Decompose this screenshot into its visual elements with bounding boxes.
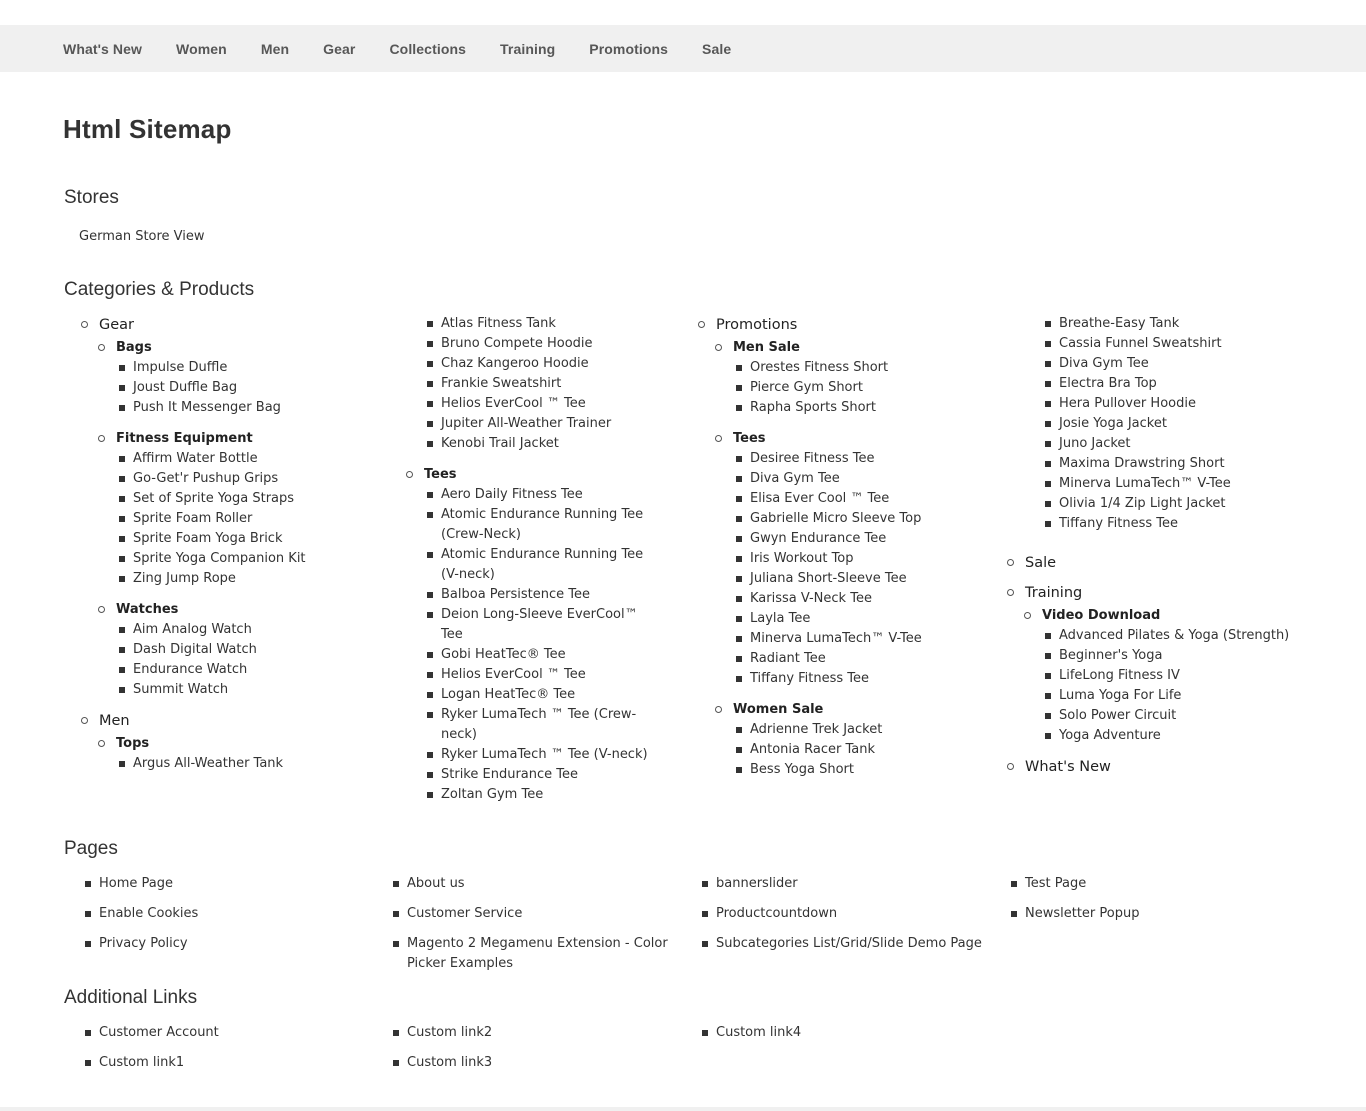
product-link[interactable]: Bruno Compete Hoodie [441,336,593,351]
subcategory-watches [116,599,364,700]
product-item [133,549,364,569]
product-item [750,669,981,689]
subcategory-women-sale [733,699,981,780]
product-item [441,745,654,765]
product-link[interactable]: Go-Get'r Pushup Grips [133,471,279,486]
product-item [133,398,364,418]
product-link[interactable]: Ryker LumaTech ™ Tee (Crew-neck) [441,707,637,742]
circle-bullet-icon [1024,612,1031,619]
page-item [407,874,672,894]
page-item [716,934,991,954]
product-item [1059,374,1290,394]
product-link[interactable]: Gwyn Endurance Tee [750,531,887,546]
product-link[interactable]: Minerva LumaTech™ V-Tee [1059,476,1231,491]
product-item [750,529,981,549]
product-link[interactable]: Joust Duffle Bag [133,380,238,395]
product-item [750,549,981,569]
circle-bullet-icon [715,435,722,442]
page-link[interactable]: Subcategories List/Grid/Slide Demo Page [716,936,982,951]
subcategory-link[interactable]: Tops [116,736,150,751]
page-item [1025,874,1290,894]
product-item [750,489,981,509]
nav-promotions[interactable]: Promotions [589,40,669,57]
product-link[interactable]: Josie Yoga Jacket [1059,416,1167,431]
product-item [1059,626,1290,646]
nav-collections[interactable]: Collections [389,40,467,57]
circle-bullet-icon [698,321,705,328]
circle-bullet-icon [81,717,88,724]
category-tree [64,314,364,774]
product-link[interactable]: Gobi HeatTec® Tee [441,647,566,662]
product-link[interactable]: Argus All-Weather Tank [133,756,284,771]
women-sale-continued-list [1042,314,1290,534]
product-item [441,434,682,454]
product-item [441,314,682,334]
footer-divider [0,1107,1366,1111]
product-item [133,509,364,529]
product-link[interactable]: Hera Pullover Hoodie [1059,396,1196,411]
category-sale [1025,552,1290,574]
product-item [441,545,654,585]
product-link[interactable]: Logan HeatTec® Tee [441,687,576,702]
product-link[interactable]: Chaz Kangeroo Hoodie [441,356,589,371]
subcategory-tees [733,428,981,689]
category-link[interactable]: Gear [99,317,135,333]
product-item [1059,394,1290,414]
product-link[interactable]: Sprite Foam Roller [133,511,253,526]
additional-link[interactable]: Custom link4 [716,1025,802,1040]
category-gear [99,314,364,700]
product-item [750,740,981,760]
product-item [1059,666,1290,686]
product-link[interactable]: Orestes Fitness Short [750,360,889,375]
pages-column-3 [681,874,991,964]
product-link[interactable]: Zoltan Gym Tee [441,787,544,802]
page-link[interactable]: Test Page [1025,876,1087,891]
circle-bullet-icon [715,706,722,713]
product-link[interactable]: Iris Workout Top [750,551,854,566]
product-item [750,509,981,529]
product-link[interactable]: Radiant Tee [750,651,826,666]
product-link[interactable]: Tiffany Fitness Tee [750,671,870,686]
circle-bullet-icon [1007,559,1014,566]
page-title: Html Sitemap [63,114,232,144]
product-item [133,449,364,469]
product-link[interactable]: Aim Analog Watch [133,622,252,637]
category-link[interactable]: Men [99,713,130,729]
product-link[interactable]: Olivia 1/4 Zip Light Jacket [1059,496,1226,511]
product-link[interactable]: Yoga Adventure [1059,728,1161,743]
product-item [441,645,654,665]
additional-link-item [99,1053,364,1073]
category-promotions [716,314,981,780]
circle-bullet-icon [715,344,722,351]
categories-column-4 [990,314,1290,786]
subcategory-tees [424,464,682,805]
product-item [133,358,364,378]
product-link[interactable]: Endurance Watch [133,662,248,677]
product-item [750,649,981,669]
subcategory-link[interactable]: Fitness Equipment [116,431,253,446]
page-link[interactable]: Enable Cookies [99,906,199,921]
stores-heading: Stores [64,187,119,208]
additional-link[interactable]: Custom link2 [407,1025,493,1040]
product-item [133,620,364,640]
product-item [1059,686,1290,706]
product-link[interactable]: Aero Daily Fitness Tee [441,487,583,502]
product-item [750,720,981,740]
product-item [1059,726,1290,746]
subcategory-link[interactable]: Bags [116,340,152,355]
category-men [99,710,364,774]
page-item [1025,904,1290,924]
page-item [716,904,991,924]
product-link[interactable]: Jupiter All-Weather Trainer [441,416,612,431]
category-link[interactable]: Sale [1025,555,1057,571]
subcategory-men-sale [733,337,981,418]
additional-link-item [716,1023,981,1043]
additional-link[interactable]: Custom link3 [407,1055,493,1070]
category-link[interactable]: Promotions [716,317,798,333]
product-item [441,665,654,685]
product-link[interactable]: Maxima Drawstring Short [1059,456,1225,471]
product-item [133,378,364,398]
product-item [133,529,364,549]
product-link[interactable]: Diva Gym Tee [1059,356,1149,371]
circle-bullet-icon [81,321,88,328]
product-link[interactable]: Gabrielle Micro Sleeve Top [750,511,922,526]
product-item [1059,494,1290,514]
circle-bullet-icon [98,606,105,613]
product-link[interactable]: Summit Watch [133,682,229,697]
product-link[interactable]: LifeLong Fitness IV [1059,668,1180,683]
subcategory-link[interactable]: Tees [733,431,766,446]
product-link[interactable]: Desiree Fitness Tee [750,451,875,466]
category-training [1025,582,1290,746]
product-item [133,640,364,660]
product-link[interactable]: Set of Sprite Yoga Straps [133,491,295,506]
subcategory-link[interactable]: Watches [116,602,179,617]
product-link[interactable]: Strike Endurance Tee [441,767,579,782]
additional-links-column-3 [681,1023,981,1053]
product-link[interactable]: Bess Yoga Short [750,762,854,777]
product-link[interactable]: Diva Gym Tee [750,471,840,486]
product-item [441,354,682,374]
product-item [1059,314,1290,334]
product-item [750,449,981,469]
tops-continued-list [424,314,682,454]
top-navigation [0,25,1366,72]
product-link[interactable]: Sprite Yoga Companion Kit [133,551,306,566]
product-item [750,358,981,378]
additional-links-column-1 [64,1023,364,1083]
product-link[interactable]: Atomic Endurance Running Tee (V-neck) [441,547,644,582]
product-link[interactable]: Frankie Sweatshirt [441,376,562,391]
nav-women[interactable]: Women [176,40,227,57]
product-link[interactable]: Atomic Endurance Running Tee (Crew-Neck) [441,507,644,542]
product-link[interactable]: Advanced Pilates & Yoga (Strength) [1059,628,1290,643]
product-item [1059,454,1290,474]
product-item [750,609,981,629]
product-link[interactable]: Tiffany Fitness Tee [1059,516,1179,531]
product-item [750,469,981,489]
product-item [441,605,654,645]
nav-training[interactable]: Training [500,40,556,57]
product-link[interactable]: Karissa V-Neck Tee [750,591,872,606]
product-item [441,685,654,705]
circle-bullet-icon [406,471,413,478]
product-item [1059,334,1290,354]
additional-link[interactable]: Custom link1 [99,1055,185,1070]
product-link[interactable]: Solo Power Circuit [1059,708,1177,723]
product-item [1059,514,1290,534]
page-link[interactable]: Customer Service [407,906,523,921]
additional-link[interactable]: Customer Account [99,1025,219,1040]
subcategory-link[interactable]: Women Sale [733,702,824,717]
product-item [750,589,981,609]
nav-sale[interactable]: Sale [702,40,732,57]
subcategory-link[interactable]: Tees [424,467,457,482]
category-link[interactable]: What's New [1025,759,1111,775]
subcategory-bags [116,337,364,418]
nav-gear[interactable]: Gear [323,40,356,57]
categories-column-2 [372,314,682,815]
product-link[interactable]: Beginner's Yoga [1059,648,1163,663]
product-link[interactable]: Luma Yoga For Life [1059,688,1182,703]
circle-bullet-icon [1007,763,1014,770]
pages-column-2 [372,874,672,984]
additional-link-item [407,1023,672,1043]
product-item [1059,474,1290,494]
page-item [407,904,672,924]
product-item [441,334,682,354]
page-link[interactable]: Productcountdown [716,906,838,921]
categories-column-3 [681,314,981,790]
product-link[interactable]: Adrienne Trek Jacket [750,722,883,737]
product-link[interactable]: Layla Tee [750,611,811,626]
category-link[interactable]: Training [1025,585,1083,601]
page-item [99,904,364,924]
product-item [441,394,682,414]
store-link-german[interactable]: German Store View [79,229,205,244]
product-item [441,414,682,434]
product-link[interactable]: Sprite Foam Yoga Brick [133,531,283,546]
product-item [441,485,654,505]
product-link[interactable]: Juliana Short-Sleeve Tee [750,571,907,586]
page-link[interactable]: bannerslider [716,876,798,891]
product-item [441,374,682,394]
product-link[interactable]: Push It Messenger Bag [133,400,281,415]
product-link[interactable]: Antonia Racer Tank [750,742,875,757]
product-link[interactable]: Cassia Funnel Sweatshirt [1059,336,1222,351]
pages-heading: Pages [64,838,118,859]
product-item [1059,646,1290,666]
product-item [441,585,654,605]
product-item [750,760,981,780]
page-link[interactable]: About us [407,876,465,891]
product-item [441,505,654,545]
product-item [750,629,981,649]
product-item [133,680,364,700]
product-link[interactable]: Juno Jacket [1059,436,1131,451]
product-item [750,398,981,418]
product-item [441,785,654,805]
product-link[interactable]: Elisa Ever Cool ™ Tee [750,491,890,506]
product-item [1059,414,1290,434]
additional-links-column-2 [372,1023,672,1083]
product-item [441,765,654,785]
category-whats-new [1025,756,1290,778]
product-item [133,569,364,589]
product-item [750,569,981,589]
circle-bullet-icon [98,344,105,351]
product-link[interactable]: Affirm Water Bottle [133,451,258,466]
page-item [99,934,364,954]
product-link[interactable]: Dash Digital Watch [133,642,257,657]
product-link[interactable]: Balboa Persistence Tee [441,587,591,602]
page-item [99,874,364,894]
product-link[interactable]: Helios EverCool ™ Tee [441,396,586,411]
page-link[interactable]: Home Page [99,876,173,891]
product-link[interactable]: Helios EverCool ™ Tee [441,667,586,682]
page-link[interactable]: Magento 2 Megamenu Extension - Color Picker Examples [407,936,668,971]
product-link[interactable]: Rapha Sports Short [750,400,876,415]
pages-column-4 [990,874,1290,934]
page-item [407,934,672,974]
product-link[interactable]: Electra Bra Top [1059,376,1157,391]
product-link[interactable]: Ryker LumaTech ™ Tee (V-neck) [441,747,648,762]
product-link[interactable]: Atlas Fitness Tank [441,316,556,331]
subcategory-link[interactable]: Men Sale [733,340,800,355]
product-link[interactable]: Pierce Gym Short [750,380,863,395]
product-item [133,489,364,509]
page-link[interactable]: Newsletter Popup [1025,906,1140,921]
nav-men[interactable]: Men [260,40,290,57]
pages-column-1 [64,874,364,964]
circle-bullet-icon [98,740,105,747]
page-link[interactable]: Privacy Policy [99,936,188,951]
product-item [750,378,981,398]
nav-whats-new[interactable]: What's New [63,40,143,57]
product-link[interactable]: Zing Jump Rope [133,571,236,586]
categories-column-1 [64,314,364,784]
circle-bullet-icon [1007,589,1014,596]
product-item [1059,434,1290,454]
product-item [133,660,364,680]
additional-links-heading: Additional Links [64,987,198,1008]
circle-bullet-icon [98,435,105,442]
product-link[interactable]: Impulse Duffle [133,360,228,375]
additional-link-item [407,1053,672,1073]
product-link[interactable]: Minerva LumaTech™ V-Tee [750,631,922,646]
product-link[interactable]: Kenobi Trail Jacket [441,436,559,451]
product-item [441,705,654,745]
subcategory-fitness-equipment [116,428,364,589]
subcategory-tops [116,733,364,774]
additional-link-item [99,1023,364,1043]
product-item [1059,354,1290,374]
product-item [133,754,364,774]
product-item [1059,706,1290,726]
subcategory-video-download [1042,605,1290,746]
page-item [716,874,991,894]
product-link[interactable]: Breathe-Easy Tank [1059,316,1180,331]
subcategory-link[interactable]: Video Download [1042,608,1161,623]
product-item [133,469,364,489]
product-link[interactable]: Deion Long-Sleeve EverCool™ Tee [441,607,638,642]
categories-heading: Categories & Products [64,279,255,300]
